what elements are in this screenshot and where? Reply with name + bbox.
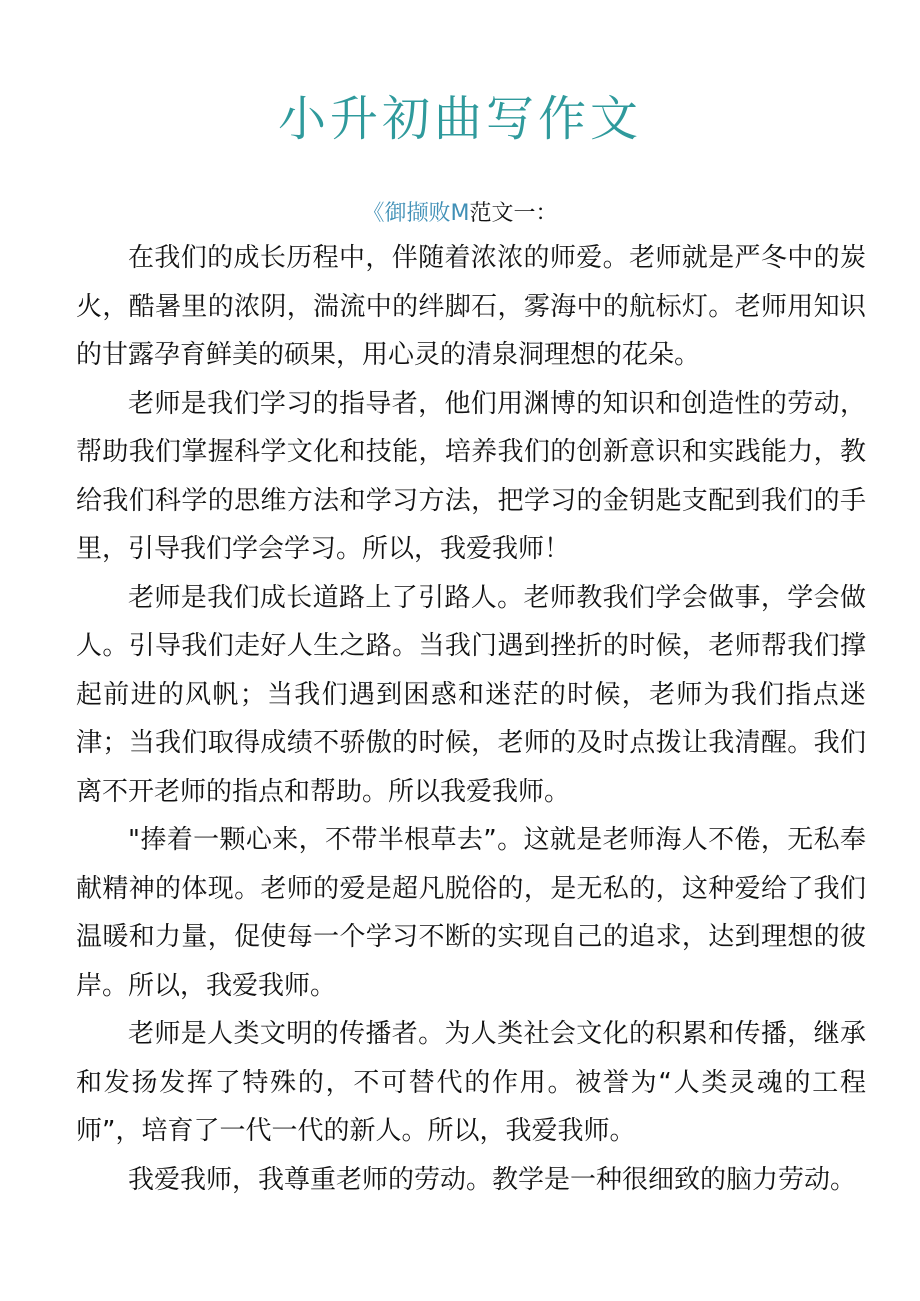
section-heading-tag: 《御撷败M (362, 201, 470, 226)
paragraph-1: 在我们的成长历程中，伴随着浓浓的师爱。老师就是严冬中的炭火，酷暑里的浓阴，湍流中的绊脚石，雾海中的航标灯。老师用知识的甘露孕育鲜美的硕果，用心灵的清泉洞理想的花朵。 (76, 243, 866, 370)
paragraph-6: 我爱我师，我尊重老师的劳动。教学是一种很细致的脑力劳动。 (128, 1164, 857, 1195)
paragraph-2: 老师是我们学习的指导者，他们用渊博的知识和创造性的劳动，帮助我们掌握科学文化和技能，培养我们的创新意识和实践能力，教给我们科学的思维方法和学习方法，把学习的金钥匙支配到我们的手里，引导我们学会学习。所以，我爱我师！ (76, 388, 866, 564)
paragraph-4: "捧着一颗心来，不带半根草去”。这就是老师海人不倦，无私奉献精神的体现。老师的爱是超凡脱俗的，是无私的，这种爱给了我们温暖和力量，促使每一个学习不断的实现自己的追求，达到理想的彼岸。所以，我爱我师。 (76, 825, 866, 1001)
essay-body (76, 234, 866, 1204)
paragraph-3: 老师是我们成长道路上了引路人。老师教我们学会做事，学会做人。引导我们走好人生之路。当我门遇到挫折的时候，老师帮我们撑起前进的风帆；当我们遇到困惑和迷茫的时候，老师为我们指点迷津；当我们取得成绩不骄傲的时候，老师的及时点拨让我清醒。我们离不开老师的指点和帮助。所以我爱我师。 (76, 582, 866, 807)
section-heading-label: 范文一： (469, 201, 558, 226)
paragraph-5: 老师是人类文明的传播者。为人类社会文化的积累和传播，继承和发扬发挥了特殊的，不可替代的作用。被誉为“人类灵魂的工程师”，培育了一代一代的新人。所以，我爱我师。 (76, 1019, 866, 1146)
document-title: 小升初曲写作文 (277, 91, 642, 147)
section-heading (0, 196, 920, 227)
